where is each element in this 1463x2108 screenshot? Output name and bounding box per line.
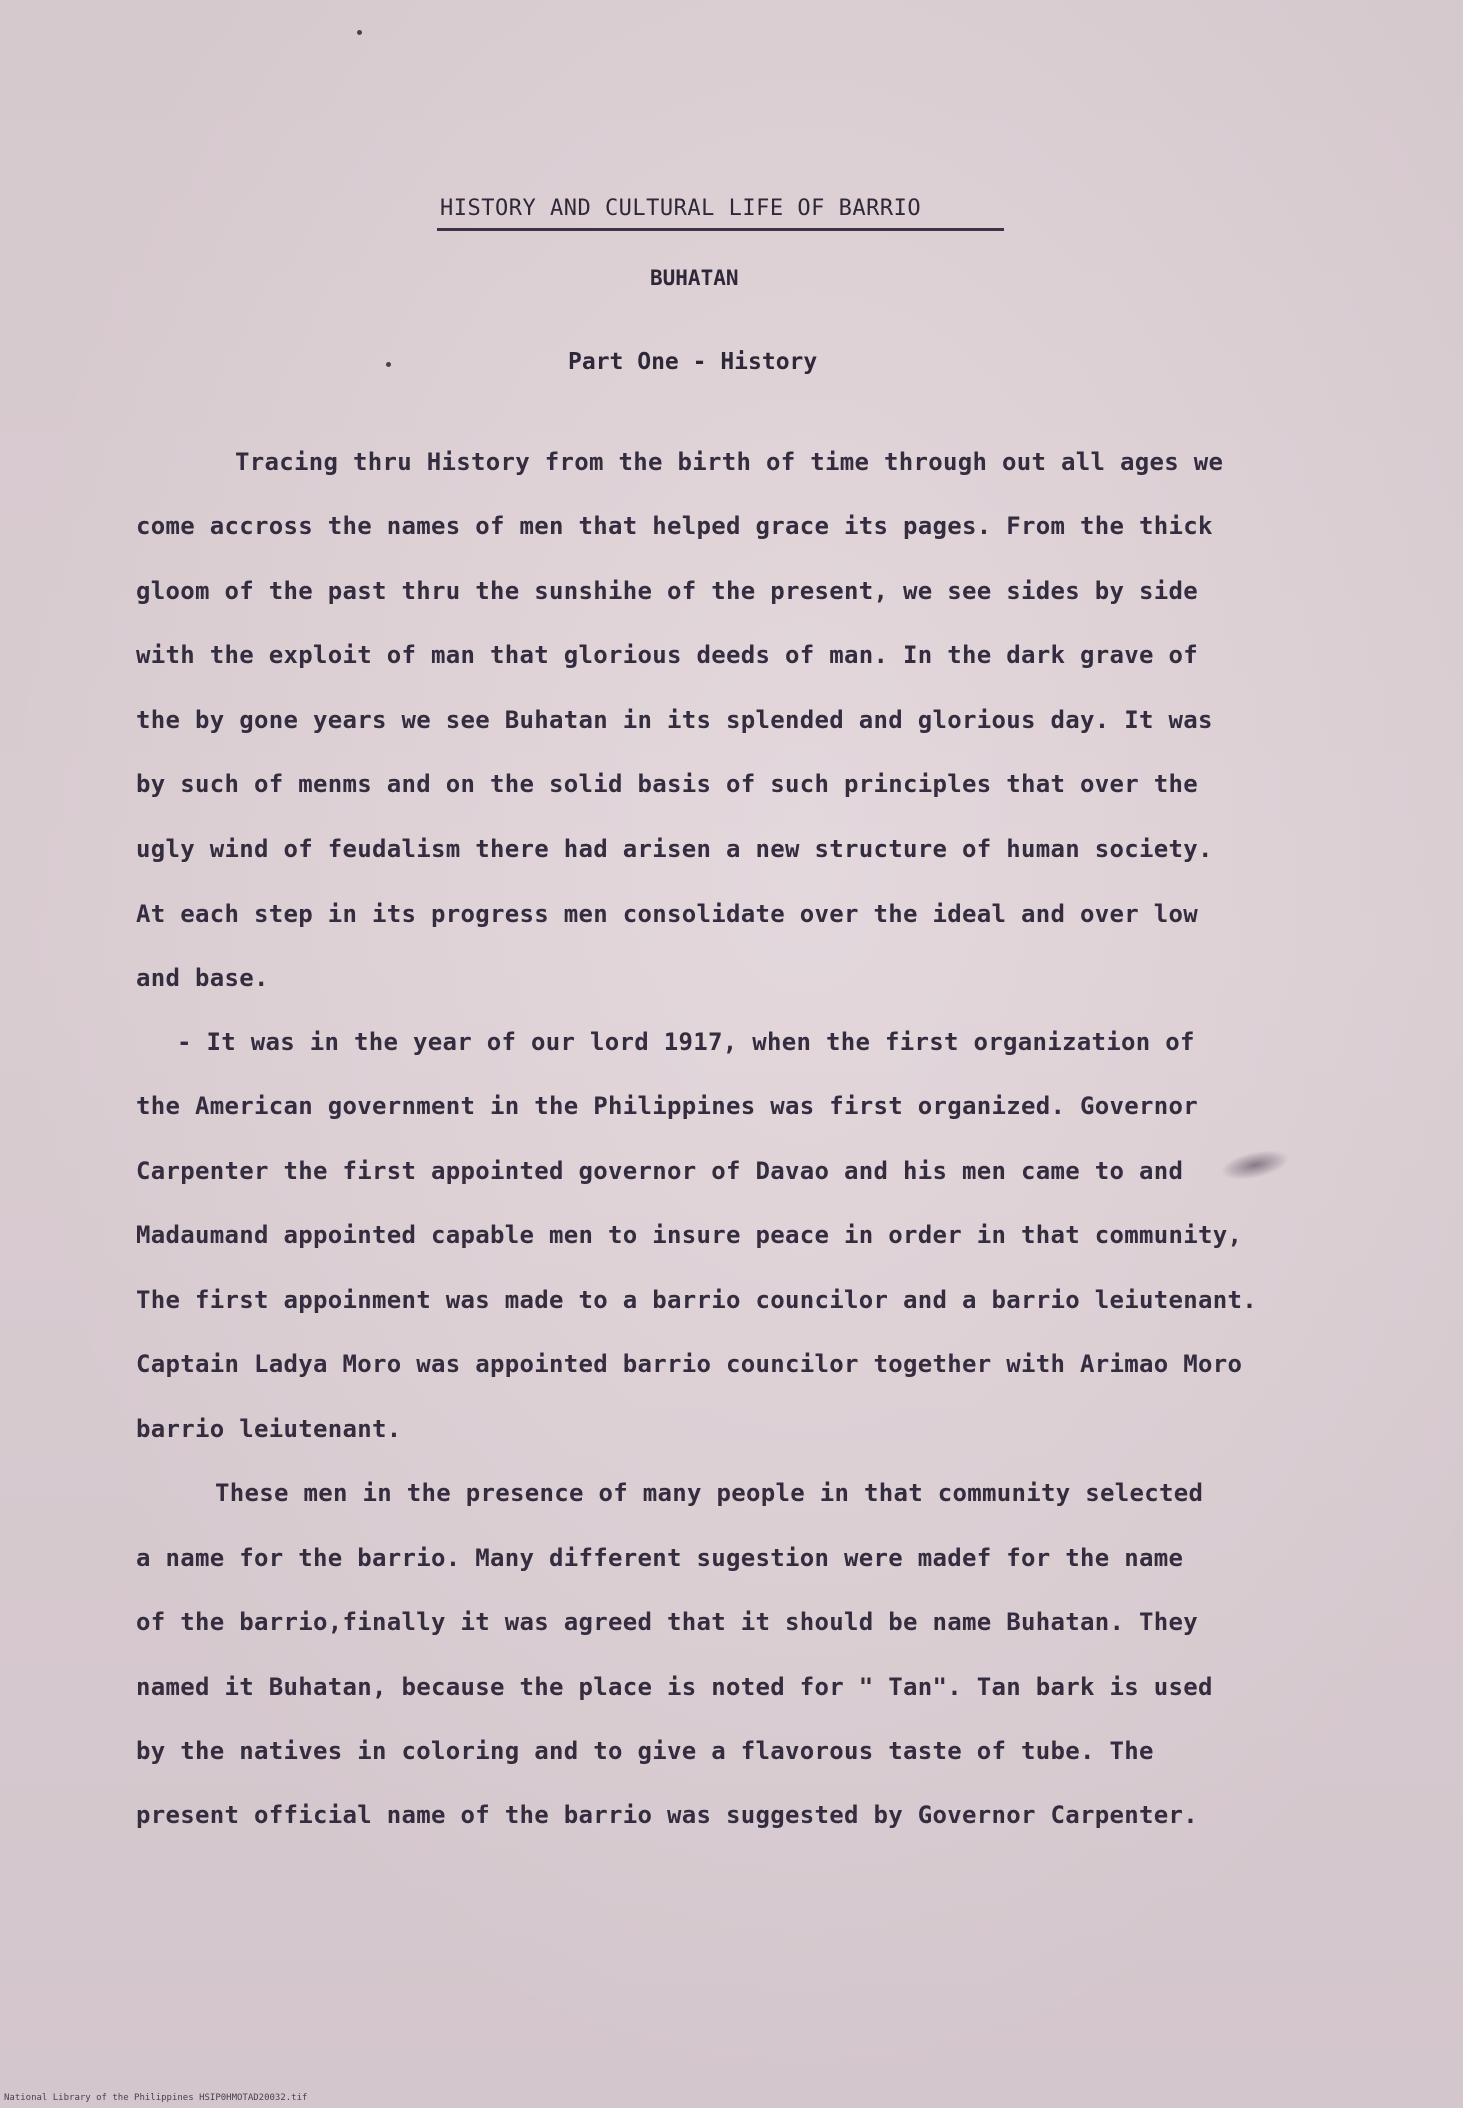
title-underline bbox=[437, 228, 1004, 231]
text-line: Captain Ladya Moro was appointed barrio councilor together with Arimao Moro bbox=[136, 1350, 1243, 1378]
text-line: These men in the presence of many people in that community selected bbox=[215, 1479, 1204, 1507]
scan-footer: National Library of the Philippines HSIP0HMOTAD20032.tif bbox=[4, 2093, 308, 2103]
text-line: of the barrio,finally it was agreed that it should be name Buhatan. They bbox=[136, 1608, 1198, 1636]
text-line: Carpenter the first appointed governor of Davao and his men came to and bbox=[136, 1157, 1184, 1185]
text-line: The first appoinment was made to a barrio councilor and a barrio leiutenant. bbox=[136, 1286, 1257, 1314]
paper-speck bbox=[357, 30, 362, 35]
text-line: Madaumand appointed capable men to insure peace in order in that community, bbox=[136, 1221, 1243, 1249]
text-line: At each step in its progress men consolidate over the ideal and over low bbox=[136, 900, 1198, 928]
text-line: ugly wind of feudalism there had arisen a new structure of human society. bbox=[136, 835, 1213, 863]
ink-smudge bbox=[1218, 1145, 1292, 1185]
text-line: present official name of the barrio was suggested by Governor Carpenter. bbox=[136, 1801, 1198, 1829]
text-line: with the exploit of man that glorious deeds of man. In the dark grave of bbox=[136, 641, 1198, 669]
text-line: Tracing thru History from the birth of time through out all ages we bbox=[235, 448, 1224, 476]
text-line: the American government in the Philippines was first organized. Governor bbox=[136, 1092, 1198, 1120]
paper-speck bbox=[386, 362, 391, 367]
text-line: gloom of the past thru the sunshihe of the present, we see sides by side bbox=[136, 577, 1198, 605]
text-line: come accross the names of men that helped grace its pages. From the thick bbox=[136, 512, 1213, 540]
part-heading: Part One - History bbox=[568, 349, 818, 375]
text-line: by the natives in coloring and to give a flavorous taste of tube. The bbox=[136, 1737, 1154, 1765]
barrio-name: BUHATAN bbox=[650, 266, 739, 290]
text-line: by such of menms and on the solid basis of such principles that over the bbox=[136, 770, 1198, 798]
text-line: named it Buhatan, because the place is noted for " Tan". Tan bark is used bbox=[136, 1673, 1213, 1701]
text-line: - It was in the year of our lord 1917, when the first organization of bbox=[177, 1028, 1195, 1056]
text-line: the by gone years we see Buhatan in its splended and glorious day. It was bbox=[136, 706, 1213, 734]
text-line: and base. bbox=[136, 964, 269, 992]
text-line: a name for the barrio. Many different sugestion were madef for the name bbox=[136, 1544, 1184, 1572]
document-title: HISTORY AND CULTURAL LIFE OF BARRIO bbox=[440, 196, 922, 221]
text-line: barrio leiutenant. bbox=[136, 1415, 402, 1443]
